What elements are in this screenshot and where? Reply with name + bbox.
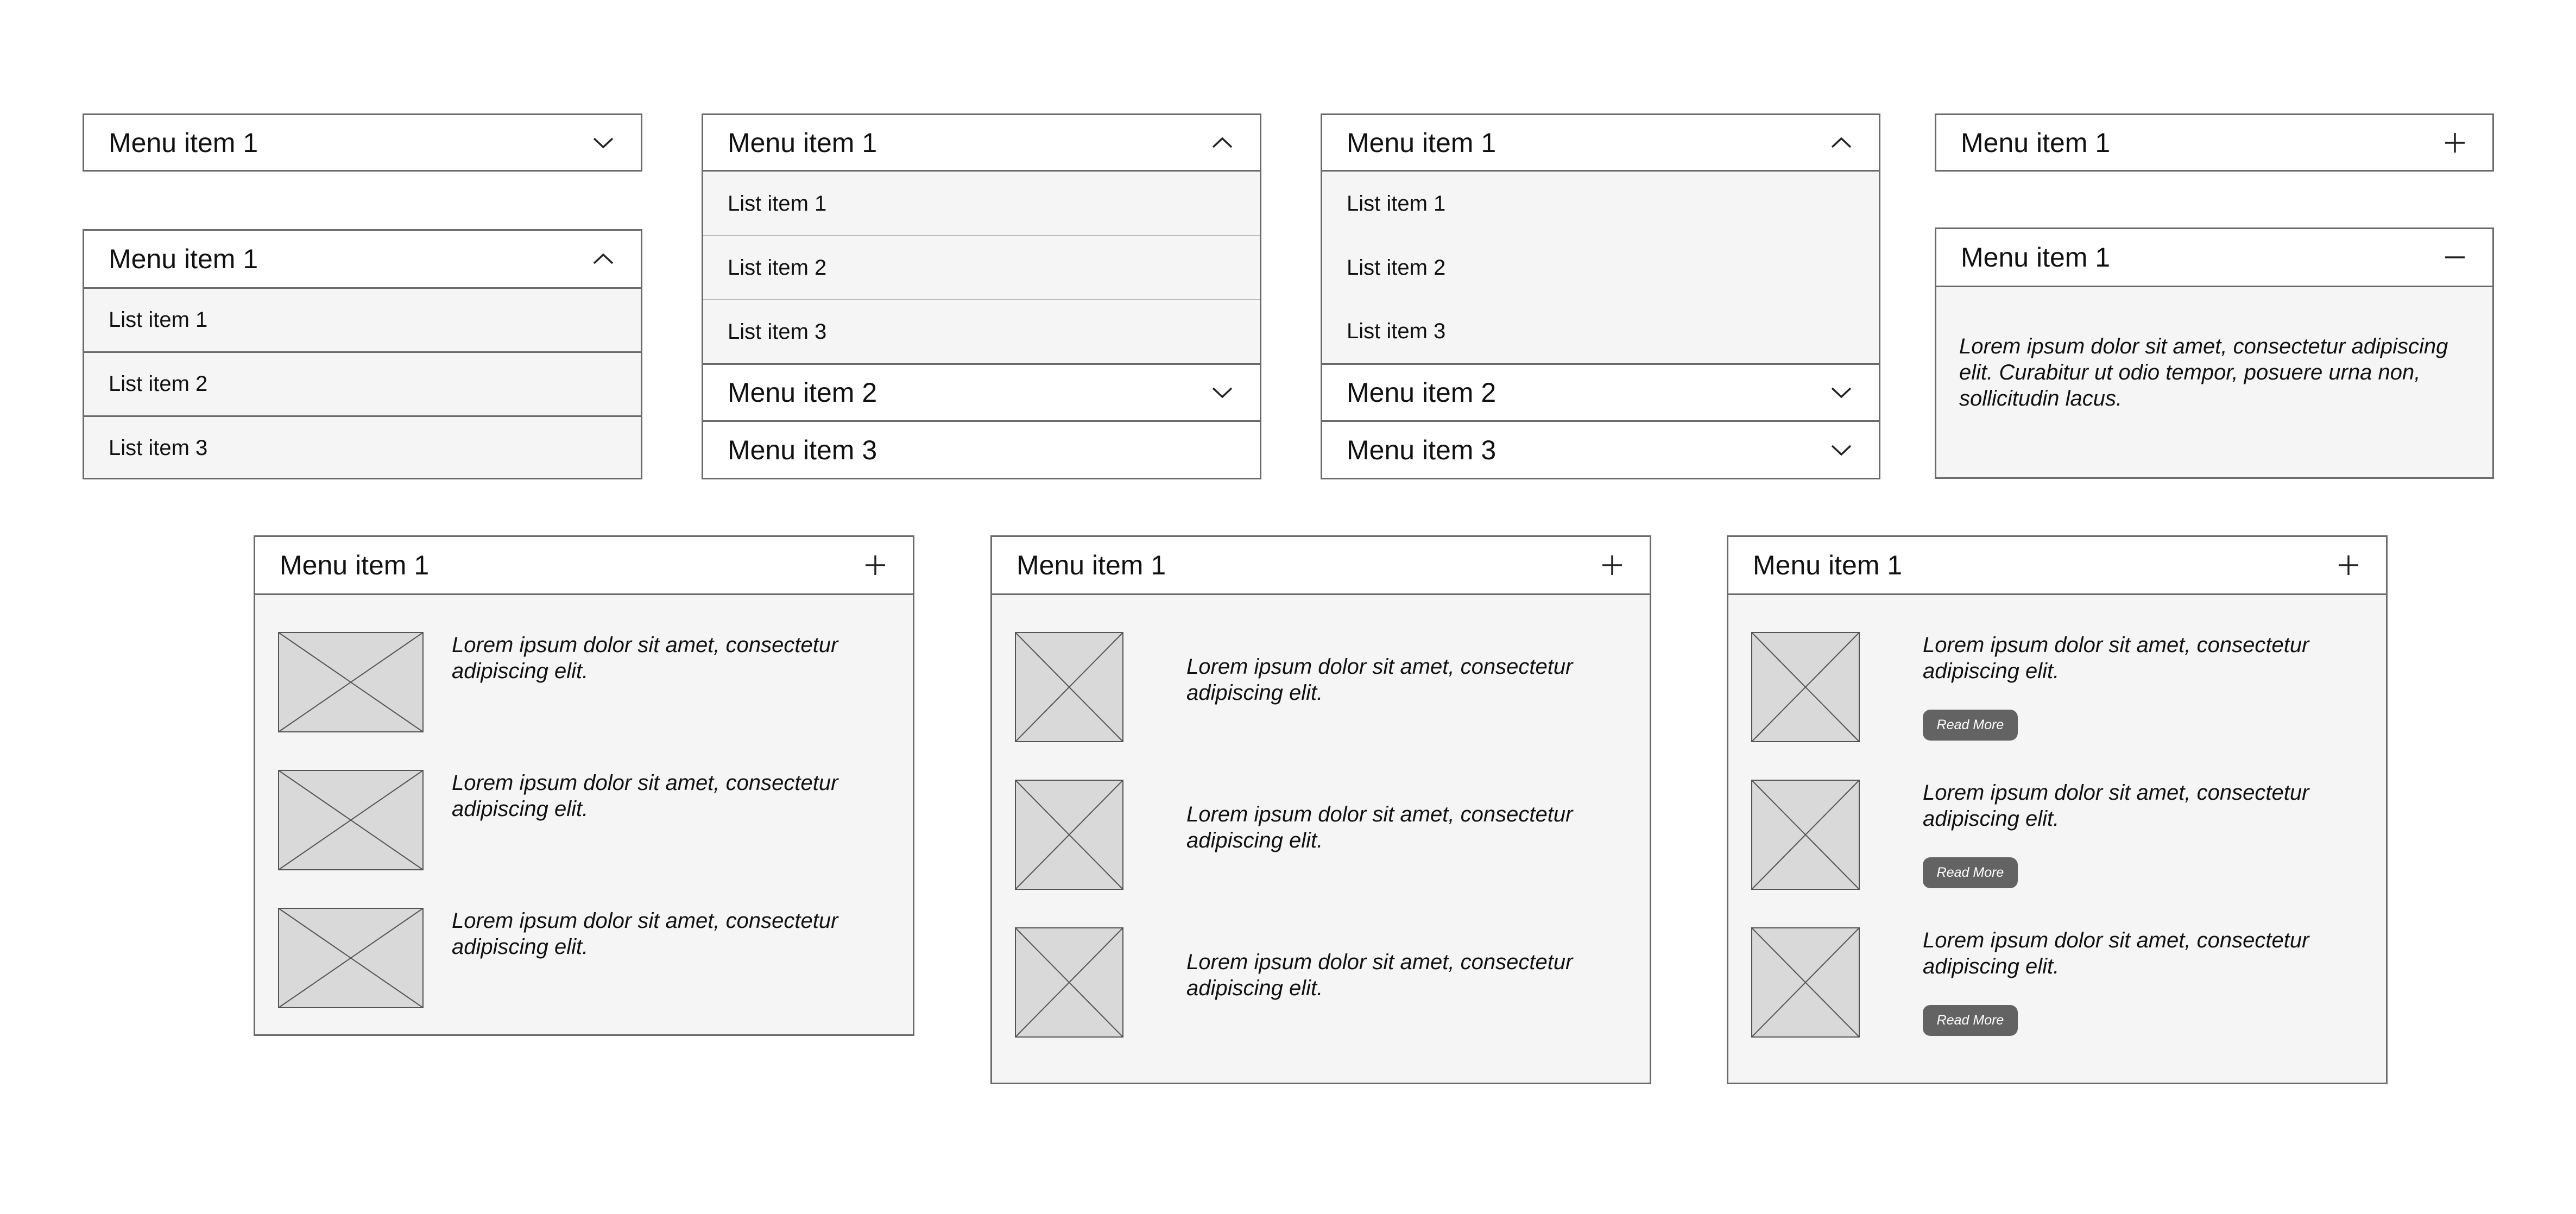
accordion-header[interactable] (1936, 115, 2492, 170)
accordion-media-wide (254, 535, 914, 1036)
accordion-title: Menu item 1 (109, 244, 258, 274)
chevron-down-icon[interactable] (1828, 380, 1854, 406)
accordion-panel (1936, 287, 2492, 477)
item-text: Lorem ipsum dolor sit amet, consectetur adipiscing elit. (452, 771, 838, 821)
image-placeholder-icon (1751, 927, 1860, 1040)
list-item[interactable]: List item 3 (109, 436, 208, 460)
plus-icon[interactable] (862, 552, 888, 578)
list-item[interactable]: List item 3 (1347, 319, 1446, 343)
accordion-header[interactable] (84, 231, 641, 287)
image-placeholder-icon (1751, 632, 1860, 745)
item-text: Lorem ipsum dolor sit amet, consectetur adipiscing elit. (1923, 633, 2309, 683)
item-text: Lorem ipsum dolor sit amet, consectetur adipiscing elit. (1923, 928, 2309, 978)
read-more-button[interactable]: Read More (1923, 857, 2018, 888)
image-placeholder-icon (1015, 632, 1123, 745)
list-item[interactable]: List item 2 (109, 372, 208, 396)
list-item[interactable]: List item 2 (728, 256, 827, 280)
plus-icon[interactable] (1599, 552, 1625, 578)
accordion-header-1[interactable] (703, 115, 1260, 170)
accordion-title: Menu item 1 (728, 127, 877, 158)
accordion-title: Menu item 1 (280, 550, 430, 580)
accordion-header-2[interactable] (1322, 365, 1879, 420)
plus-icon[interactable] (2335, 552, 2362, 578)
item-text: Lorem ipsum dolor sit amet, consectetur adipiscing elit. (1186, 802, 1573, 852)
chevron-up-icon[interactable] (590, 246, 616, 272)
accordion-header-1[interactable] (1322, 115, 1879, 170)
accordion-title: Menu item 1 (1961, 127, 2111, 158)
item-text: Lorem ipsum dolor sit amet, consectetur adipiscing elit. (452, 909, 838, 959)
accordion-collapsed (83, 113, 642, 172)
chevron-down-icon[interactable] (590, 130, 616, 156)
list-item[interactable]: List item 1 (1347, 191, 1446, 216)
accordion-title: Menu item 1 (1753, 550, 1903, 580)
list-item[interactable]: List item 1 (728, 191, 827, 216)
accordion-title: Menu item 3 (1347, 434, 1497, 465)
accordion-title: Menu item 2 (728, 377, 877, 408)
accordion-multi-section-plain (1321, 113, 1880, 479)
accordion-plus-collapsed (1935, 113, 2494, 172)
accordion-header[interactable] (1936, 229, 2492, 286)
accordion-title: Menu item 2 (1347, 377, 1497, 408)
item-text: Lorem ipsum dolor sit amet, consectetur adipiscing elit. (1923, 781, 2309, 831)
accordion-media-square (990, 535, 1651, 1084)
accordion-header[interactable] (1728, 537, 2386, 593)
image-placeholder-icon (1015, 927, 1123, 1040)
accordion-header[interactable] (84, 115, 641, 170)
accordion-media-read-more (1727, 535, 2388, 1084)
chevron-up-icon[interactable] (1209, 130, 1235, 156)
list-item[interactable]: List item 3 (728, 319, 827, 344)
accordion-title: Menu item 1 (1016, 550, 1166, 580)
accordion-panel (255, 595, 913, 1034)
minus-icon[interactable] (2442, 244, 2468, 270)
accordion-header[interactable] (255, 537, 913, 593)
accordion-expanded-list (83, 229, 642, 479)
accordion-header-2[interactable] (703, 365, 1260, 420)
accordion-panel (992, 595, 1650, 1083)
item-text: Lorem ipsum dolor sit amet, consectetur adipiscing elit. (1186, 950, 1573, 1000)
accordion-panel (84, 289, 641, 478)
image-placeholder-icon (1015, 780, 1123, 893)
read-more-button[interactable]: Read More (1923, 1005, 2018, 1036)
image-placeholder-icon (1751, 780, 1860, 893)
accordion-title: Menu item 1 (1347, 127, 1497, 158)
image-placeholder-icon (278, 908, 424, 1011)
image-placeholder-icon (278, 632, 424, 735)
chevron-down-icon[interactable] (1209, 380, 1235, 406)
read-more-button[interactable]: Read More (1923, 710, 2018, 741)
image-placeholder-icon (278, 770, 424, 873)
accordion-header-3[interactable] (703, 422, 1260, 478)
accordion-title: Menu item 1 (1961, 242, 2111, 273)
accordion-header-3[interactable] (1322, 422, 1879, 478)
accordion-minus-expanded (1935, 227, 2494, 479)
accordion-multi-section (702, 113, 1261, 479)
chevron-down-icon[interactable] (1828, 437, 1854, 463)
accordion-body-text: Lorem ipsum dolor sit amet, consectetur adipiscing elit. Curabitur ut odio tempor, posuere urna non, sollicitudin lacus. (1959, 334, 2448, 410)
list-item[interactable]: List item 1 (109, 308, 208, 332)
accordion-panel (1322, 172, 1879, 363)
chevron-up-icon[interactable] (1828, 130, 1854, 156)
accordion-header[interactable] (992, 537, 1650, 593)
item-text: Lorem ipsum dolor sit amet, consectetur adipiscing elit. (452, 633, 838, 683)
list-item[interactable]: List item 2 (1347, 255, 1446, 280)
accordion-title: Menu item 1 (109, 127, 258, 158)
accordion-panel (703, 172, 1260, 363)
item-text: Lorem ipsum dolor sit amet, consectetur adipiscing elit. (1186, 655, 1573, 705)
accordion-panel (1728, 595, 2386, 1083)
plus-icon[interactable] (2442, 130, 2468, 156)
accordion-title: Menu item 3 (728, 434, 877, 465)
